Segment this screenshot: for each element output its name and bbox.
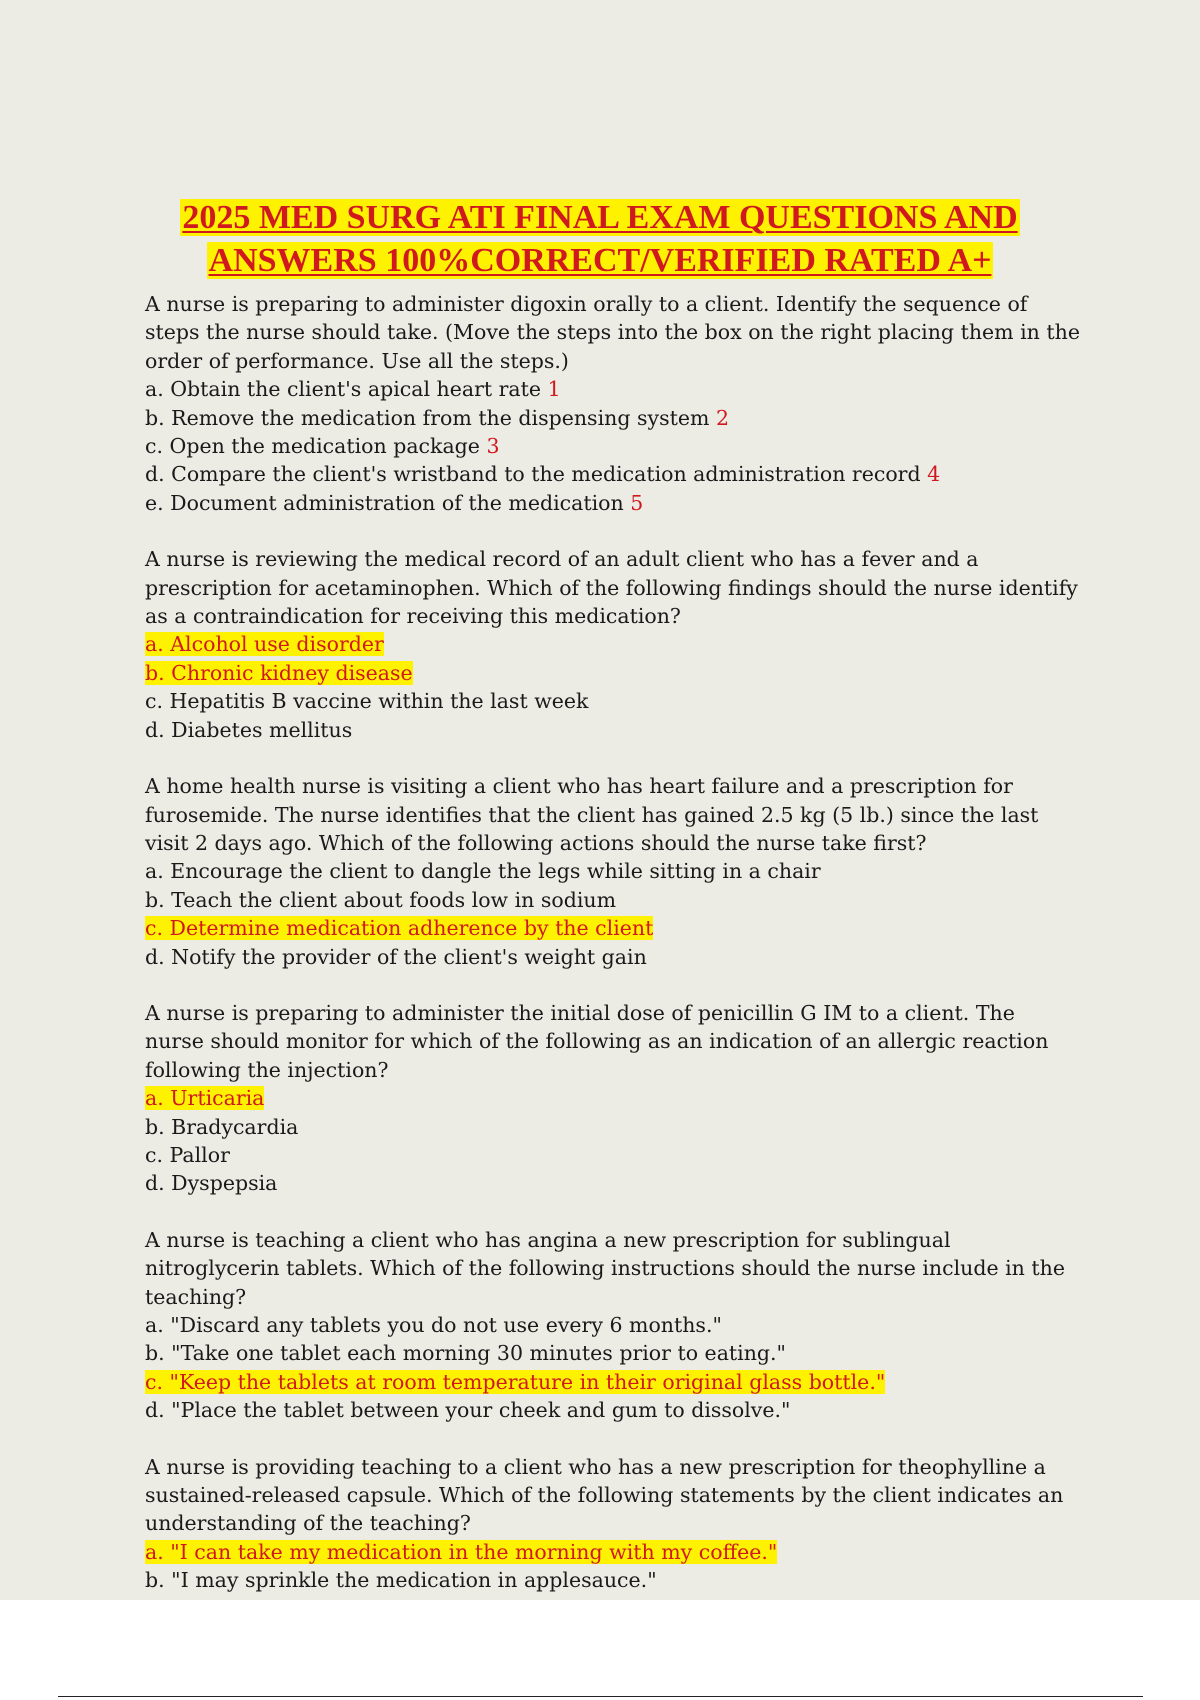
question-stem: A nurse is preparing to administer the initial dose of penicillin G IM to a client. The nurse should monitor for which of the following as an indication of an allergic reaction following the injection? bbox=[145, 1000, 1049, 1082]
answer-option bbox=[145, 489, 1080, 517]
answer-option bbox=[145, 1566, 1080, 1594]
question-stem: A nurse is preparing to administer digoxin orally to a client. Identify the sequence of steps the nurse should take. (Move the steps into the box on the right placing them in the order of performance. Use all the steps.) bbox=[145, 292, 1080, 373]
answer-option bbox=[145, 716, 1080, 744]
answer-option bbox=[145, 1141, 1080, 1169]
answer-option bbox=[145, 375, 1080, 403]
question-1 bbox=[145, 290, 1080, 517]
answer-option bbox=[145, 404, 1080, 432]
document-title bbox=[0, 196, 1200, 282]
sequence-number: 1 bbox=[547, 377, 561, 402]
option-text: d. Dyspepsia bbox=[145, 1171, 278, 1196]
answer-option bbox=[145, 1113, 1080, 1141]
sequence-number: 5 bbox=[630, 490, 644, 515]
answer-option bbox=[145, 1169, 1080, 1197]
question-4 bbox=[145, 999, 1080, 1198]
answer-option bbox=[145, 1368, 1080, 1396]
answer-option bbox=[145, 659, 1080, 687]
option-text: d. Compare the client's wristband to the medication administration record bbox=[145, 462, 921, 487]
option-text: b. Remove the medication from the dispensing system bbox=[145, 405, 710, 430]
option-text: b. "Take one tablet each morning 30 minutes prior to eating." bbox=[145, 1341, 786, 1366]
option-text: b. Bradycardia bbox=[145, 1114, 299, 1139]
question-stem: A home health nurse is visiting a client who has heart failure and a prescription for furosemide. The nurse identifies that the client has gained 2.5 kg (5 lb.) since the last visit 2 days ago. Which of the following actions should the nurse take first? bbox=[145, 774, 1039, 855]
answer-option bbox=[145, 1084, 1080, 1112]
questions-list bbox=[145, 290, 1080, 1623]
question-stem: A nurse is reviewing the medical record of an adult client who has a fever and a prescription for acetaminophen. Which of the following findings should the nurse identify as a contraindication for receiving this medication? bbox=[145, 547, 1078, 629]
option-text: b. Teach the client about foods low in sodium bbox=[145, 887, 617, 912]
question-2 bbox=[145, 545, 1080, 744]
correct-answer: a. Urticaria bbox=[145, 1086, 265, 1111]
option-text: c. Hepatitis B vaccine within the last week bbox=[145, 689, 589, 714]
answer-option bbox=[145, 1396, 1080, 1424]
sequence-number: 2 bbox=[715, 405, 729, 430]
sequence-number: 3 bbox=[486, 434, 500, 459]
answer-option bbox=[145, 857, 1080, 885]
option-text: d. Notify the provider of the client's weight gain bbox=[145, 944, 647, 969]
question-3 bbox=[145, 772, 1080, 971]
option-text: b. "I may sprinkle the medication in applesauce." bbox=[145, 1568, 657, 1593]
question-stem: A nurse is providing teaching to a client who has a new prescription for theophylline a sustained-released capsule. Which of the following statements by the client indicates an understanding of the teaching? bbox=[145, 1454, 1064, 1536]
question-stem: A nurse is teaching a client who has angina a new prescription for sublingual nitroglycerin tablets. Which of the following instructions should the nurse include in the teaching? bbox=[145, 1227, 1065, 1309]
answer-option bbox=[145, 630, 1080, 658]
answer-option bbox=[145, 943, 1080, 971]
correct-answer: a. Alcohol use disorder bbox=[145, 632, 384, 657]
footer-divider bbox=[58, 1696, 1143, 1697]
question-5 bbox=[145, 1226, 1080, 1425]
answer-option bbox=[145, 1311, 1080, 1339]
option-text: d. "Place the tablet between your cheek and gum to dissolve." bbox=[145, 1398, 791, 1423]
answer-option bbox=[145, 687, 1080, 715]
answer-option bbox=[145, 886, 1080, 914]
answer-option bbox=[145, 432, 1080, 460]
correct-answer: a. "I can take my medication in the morning with my coffee." bbox=[145, 1539, 778, 1564]
question-6 bbox=[145, 1453, 1080, 1595]
option-text: a. "Discard any tablets you do not use every 6 months." bbox=[145, 1313, 722, 1337]
title-line-1: 2025 MED SURG ATI FINAL EXAM QUESTIONS AND bbox=[182, 199, 1018, 236]
answer-option bbox=[145, 1538, 1080, 1566]
sequence-number: 4 bbox=[927, 462, 941, 487]
option-text: d. Diabetes mellitus bbox=[145, 717, 353, 742]
answer-option bbox=[145, 460, 1080, 488]
option-text: a. Encourage the client to dangle the legs while sitting in a chair bbox=[145, 859, 821, 884]
answer-option bbox=[145, 1339, 1080, 1367]
correct-answer: c. "Keep the tablets at room temperature in their original glass bottle." bbox=[145, 1369, 886, 1394]
option-text: a. Obtain the client's apical heart rate bbox=[145, 377, 542, 402]
option-text: e. Document administration of the medication bbox=[145, 490, 624, 515]
option-text: c. Open the medication package bbox=[145, 434, 480, 459]
answer-option bbox=[145, 914, 1080, 942]
title-line-2: ANSWERS 100%CORRECT/VERIFIED RATED A+ bbox=[208, 242, 992, 279]
correct-answer: c. Determine medication adherence by the client bbox=[145, 916, 654, 941]
correct-answer: b. Chronic kidney disease bbox=[145, 660, 413, 685]
option-text: c. Pallor bbox=[145, 1142, 230, 1167]
